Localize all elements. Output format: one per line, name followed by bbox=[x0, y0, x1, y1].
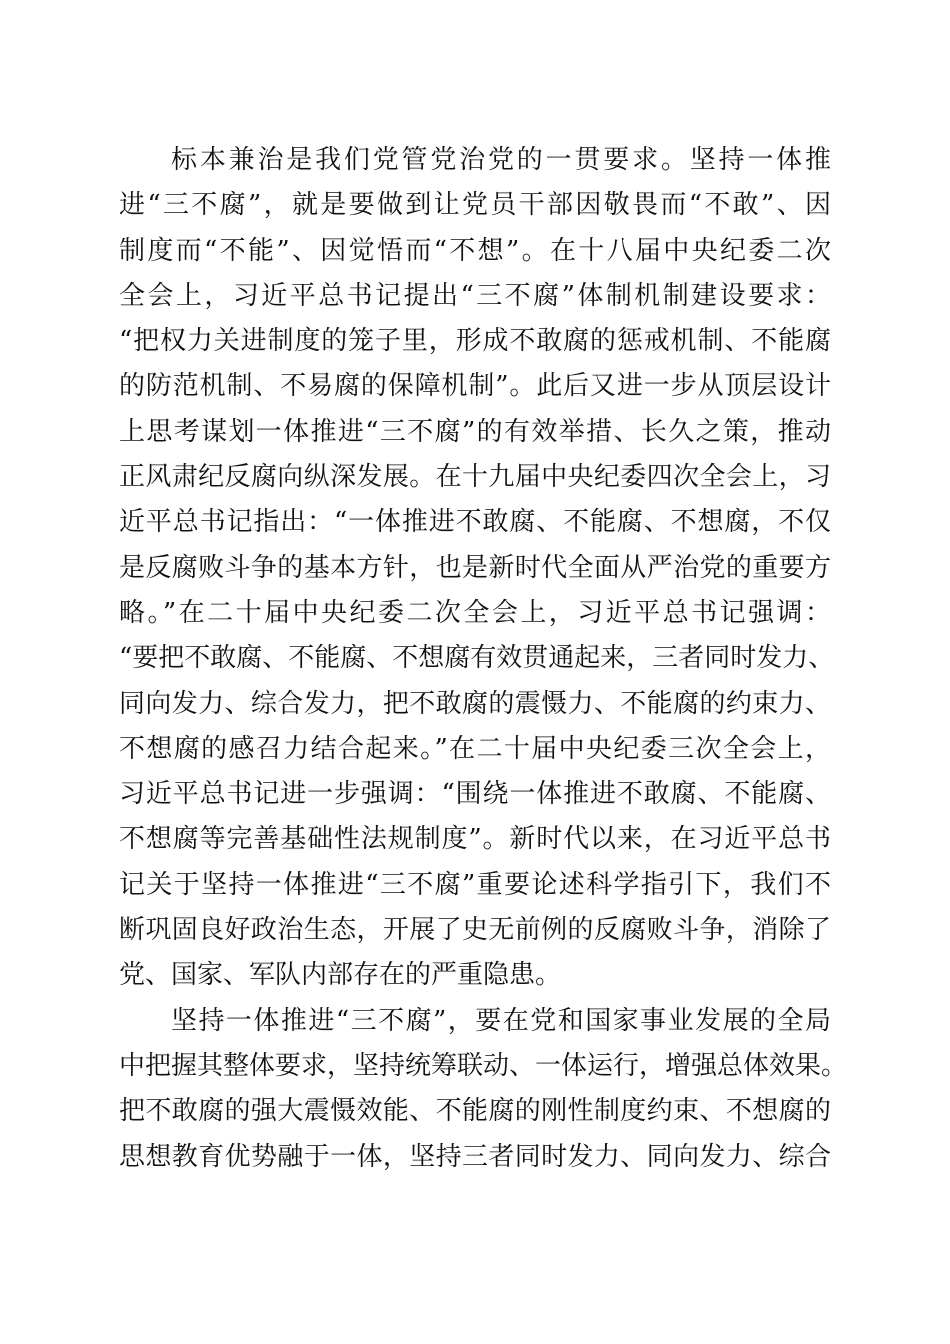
text-line: 断巩固良好政治生态，开展了史无前例的反腐败斗争，消除了 bbox=[119, 915, 831, 946]
body-text bbox=[119, 138, 848, 1180]
text-line: 近平总书记指出：“一体推进不敢腐、不能腐、不想腐，不仅 bbox=[119, 507, 831, 538]
text-line: 正风肃纪反腐向纵深发展。在十九届中央纪委四次全会上，习 bbox=[119, 462, 831, 493]
text-line: 习近平总书记进一步强调：“围绕一体推进不敢腐、不能腐、 bbox=[119, 779, 831, 810]
text-line: 不想腐的感召力结合起来。”在二十届中央纪委三次全会上， bbox=[119, 733, 831, 764]
text-line: 同向发力、综合发力，把不敢腐的震慑力、不能腐的约束力、 bbox=[119, 688, 831, 719]
paragraph-2 bbox=[119, 999, 848, 1180]
text-line: 党、国家、军队内部存在的严重隐患。 bbox=[119, 960, 562, 991]
text-line: 标本兼治是我们党管党治党的一贯要求。坚持一体推 bbox=[171, 145, 831, 175]
text-line: 记关于坚持一体推进“三不腐”重要论述科学指引下，我们不 bbox=[119, 869, 831, 900]
text-line: 上思考谋划一体推进“三不腐”的有效举措、长久之策，推动 bbox=[119, 416, 831, 447]
text-line: 思想教育优势融于一体，坚持三者同时发力、同向发力、综合 bbox=[119, 1141, 831, 1172]
text-line: 把不敢腐的强大震慑效能、不能腐的刚性制度约束、不想腐的 bbox=[119, 1096, 831, 1127]
text-line: 的防范机制、不易腐的保障机制”。此后又进一步从顶层设计 bbox=[119, 371, 831, 402]
text-line: “把权力关进制度的笼子里，形成不敢腐的惩戒机制、不能腐 bbox=[119, 326, 831, 357]
text-line: 全会上，习近平总书记提出“三不腐”体制机制建设要求： bbox=[119, 280, 831, 311]
text-line: 制度而“不能”、因觉悟而“不想”。在十八届中央纪委二次 bbox=[119, 235, 831, 266]
paragraph-1 bbox=[119, 138, 835, 999]
text-line: 是反腐败斗争的基本方针，也是新时代全面从严治党的重要方 bbox=[119, 552, 831, 583]
text-line: 坚持一体推进“三不腐”，要在党和国家事业发展的全局 bbox=[171, 1005, 831, 1036]
text-line: 略。”在二十届中央纪委二次全会上，习近平总书记强调： bbox=[119, 597, 831, 628]
text-line: “要把不敢腐、不能腐、不想腐有效贯通起来，三者同时发力、 bbox=[119, 643, 835, 674]
text-line: 中把握其整体要求，坚持统筹联动、一体运行，增强总体效果。 bbox=[119, 1050, 848, 1081]
text-line: 不想腐等完善基础性法规制度”。新时代以来，在习近平总书 bbox=[119, 824, 831, 855]
text-line: 进“三不腐”，就是要做到让党员干部因敬畏而“不敢”、因 bbox=[119, 190, 831, 221]
